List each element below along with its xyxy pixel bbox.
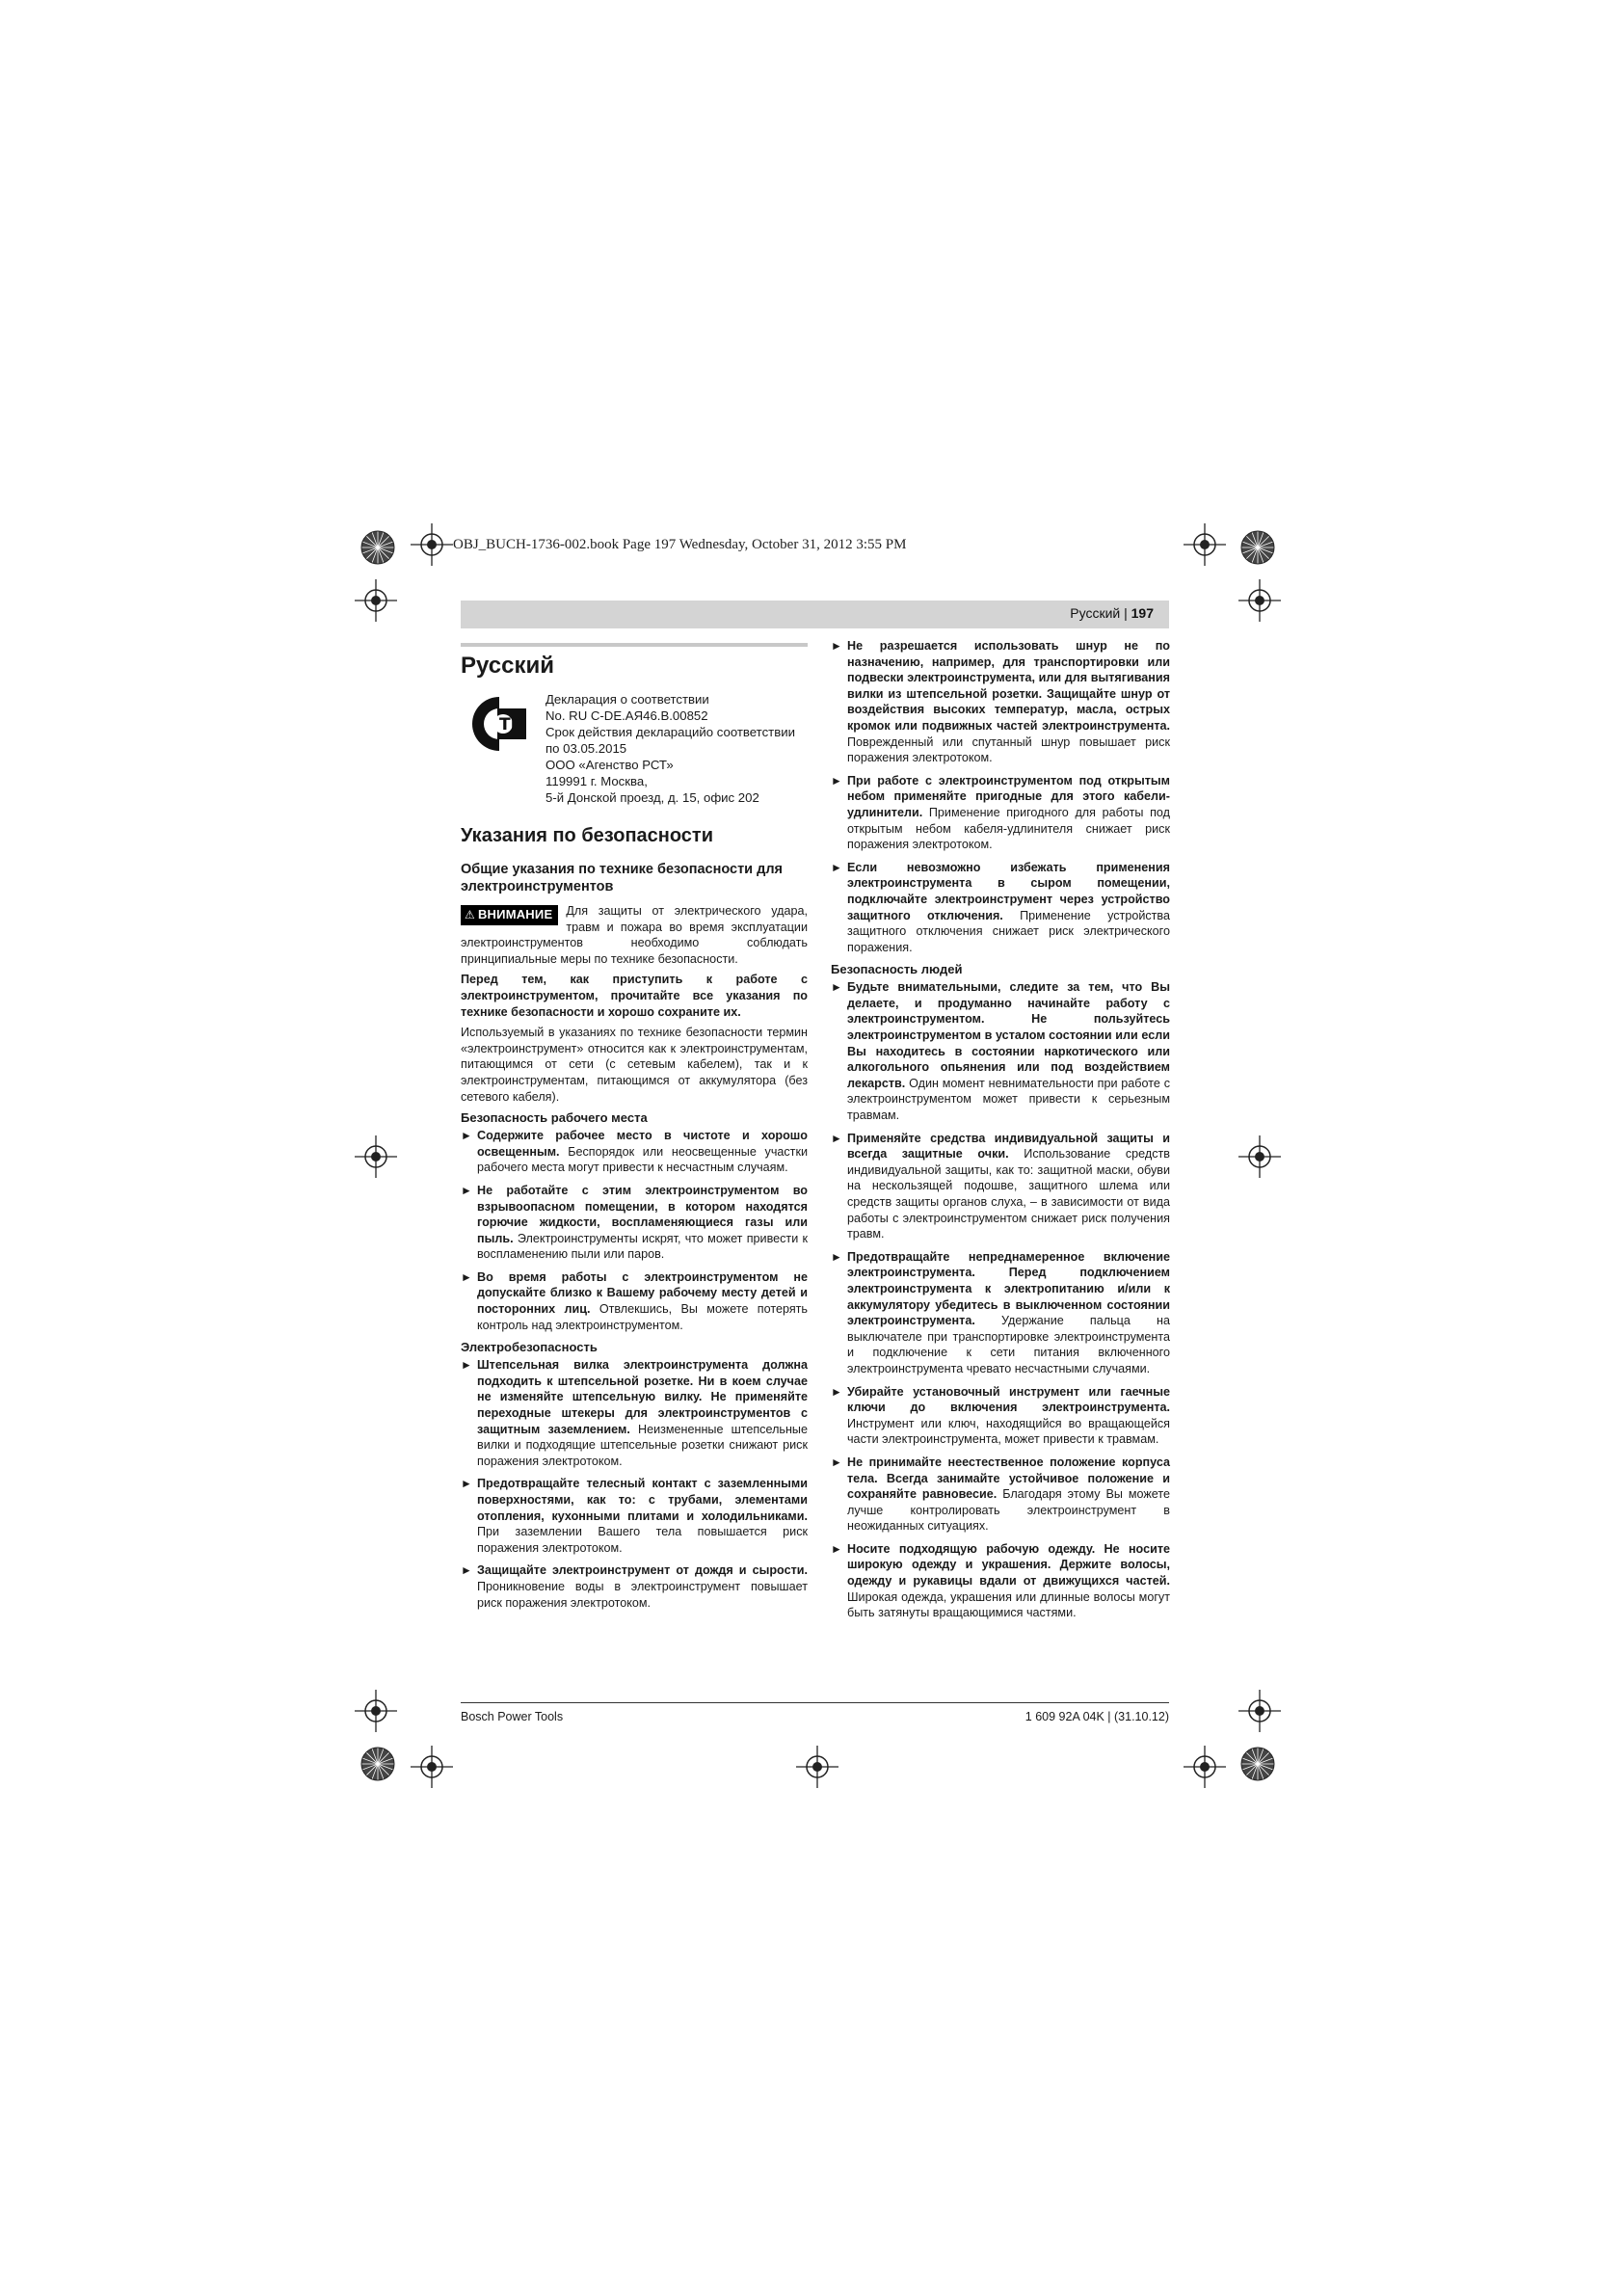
item-bold: Носите подходящую рабочую одежду. Не носите широкую одежду и украшения. Держите волосы, одежду и рукавицы вдали от движущихся частей. xyxy=(847,1541,1170,1589)
declaration-line: No. RU C-DE.АЯ46.В.00852 xyxy=(545,708,708,723)
item-bold: Убирайте установочный инструмент или гаечные ключи до включения электроинструмента. xyxy=(847,1384,1170,1415)
term-note: Используемый в указаниях по технике безопасности термин «электроинструмент» относится как к электроинструментам, питающимся от сети (с сетевым кабелем), так и к электроинструментам, питающимся от аккумулятора (без сетевого кабеля). xyxy=(461,1026,808,1104)
item-bold: Штепсельная вилка электроинструмента должна подходить к штепсельной розетке. Ни в коем случае не изменяйте штепсельную вилку. Не применяйте переходные штекеры для электроинструментов с защитным заземлением. xyxy=(477,1358,808,1436)
item-bold: Не принимайте неестественное положение корпуса тела. Всегда занимайте устойчивое положение и сохраняйте равновесие. xyxy=(847,1455,1170,1502)
item-text: Использование средств индивидуальной защиты, как то: защитной маски, обуви на нескользящей подошве, защитного шлема или средств защиты органов слуха, – в зависимости от вида работы с электроинструментом снижает риск получения травм. xyxy=(847,1147,1170,1241)
declaration-line: 5-й Донской проезд, д. 15, офис 202 xyxy=(545,790,759,805)
list-item xyxy=(831,979,1170,1123)
personal-safety-title: Безопасность людей xyxy=(831,962,963,977)
arrow-bullet-icon: ► xyxy=(831,860,842,874)
language-title: Русский xyxy=(461,643,808,680)
print-info: OBJ_BUCH-1736-002.book Page 197 Wednesday, October 31, 2012 3:55 PM xyxy=(453,537,907,552)
item-text: Инструмент или ключ, находящийся во вращающейся части электроинструмента, может привести к травмам. xyxy=(847,1416,1170,1447)
item-bold: При работе с электроинструментом под открытым небом применяйте пригодные для этого кабели-удлинители. xyxy=(847,773,1170,819)
arrow-bullet-icon: ► xyxy=(831,980,842,995)
declaration-text xyxy=(545,691,795,806)
arrow-bullet-icon: ► xyxy=(831,639,842,653)
list-item xyxy=(831,1249,1170,1377)
item-text: Отвлекшись, Вы можете потерять контроль над электроинструментом. xyxy=(477,1302,808,1332)
list-item xyxy=(461,1128,808,1176)
list-item xyxy=(831,1384,1170,1448)
list-item xyxy=(831,1541,1170,1621)
declaration-line: по 03.05.2015 xyxy=(545,741,627,756)
list-item xyxy=(831,1131,1170,1242)
item-bold: Применяйте средства индивидуальной защиты и всегда защитные очки. xyxy=(847,1131,1170,1161)
list-item xyxy=(461,1357,808,1469)
arrow-bullet-icon: ► xyxy=(461,1477,472,1491)
eac-tr-logo-icon xyxy=(461,691,538,757)
item-text: Один момент невнимательности при работе с электроинструментом может привести к серьезным травмам. xyxy=(847,1076,1170,1123)
item-bold: Предотвращайте телесный контакт с заземленными поверхностями, как то: с трубами, элементами отопления, кухонными плитами и холодильниками. xyxy=(477,1477,808,1523)
footer-rule xyxy=(461,1702,1169,1703)
list-item xyxy=(461,1562,808,1611)
list-item xyxy=(831,773,1170,853)
item-text: Неизмененные штепсельные вилки и подходящие штепсельные розетки снижают риск поражения электротоком. xyxy=(477,1422,808,1468)
safety-title: Указания по безопасности xyxy=(461,825,714,846)
item-text: Удержание пальца на выключателе при транспортировке электроинструмента и подключение к сети питания включенного электроинструмента чревато несчастными случаями. xyxy=(847,1314,1170,1375)
arrow-bullet-icon: ► xyxy=(831,1384,842,1399)
item-text: Поврежденный или спутанный шнур повышает риск поражения электротоком. xyxy=(847,734,1170,765)
list-item xyxy=(831,860,1170,956)
warning-label: ВНИМАНИЕ xyxy=(477,907,553,921)
item-bold: Содержите рабочее место в чистоте и хорошо освещенным. xyxy=(477,1129,808,1159)
arrow-bullet-icon: ► xyxy=(461,1183,472,1197)
item-text: Применение пригодного для работы под открытым небом кабеля-удлинителя снижает риск поражения электротоком. xyxy=(847,805,1170,852)
warning-triangle-icon: ⚠ xyxy=(465,908,475,921)
svg-text:ТР: ТР xyxy=(499,715,523,734)
item-text: Электроинструменты искрят, что может привести к воспламенению пыли или паров. xyxy=(477,1231,808,1262)
arrow-bullet-icon: ► xyxy=(461,1129,472,1143)
footer-code: 1 609 92A 04K | (31.10.12) xyxy=(1024,1710,1169,1723)
item-text: Применение устройства защитного отключения снижает риск электрического поражения. xyxy=(847,908,1170,954)
page-header xyxy=(461,601,1169,628)
arrow-bullet-icon: ► xyxy=(461,1358,472,1373)
header-text xyxy=(1070,605,1154,621)
item-bold: Предотвращайте непреднамеренное включение электроинструмента. Перед подключением электроинструмента к электропитанию и/или к аккумулятору убедитесь в выключенном состоянии электроинструмента. xyxy=(847,1249,1170,1328)
personal-safety-list xyxy=(831,979,1170,1621)
arrow-bullet-icon: ► xyxy=(461,1269,472,1284)
item-bold: Во время работы с электроинструментом не допускайте близко к Вашему рабочему месту детей и посторонних лиц. xyxy=(477,1269,808,1317)
read-all-instructions xyxy=(461,972,808,1020)
list-item xyxy=(461,1476,808,1556)
workplace-list xyxy=(461,1128,808,1333)
declaration-line: Срок действия декларацийо соответствии xyxy=(545,725,795,739)
list-item xyxy=(461,1269,808,1333)
item-text: Благодаря этому Вы можете лучше контролировать электроинструмент в неожиданных ситуациях. xyxy=(847,1487,1170,1534)
item-text: При заземлении Вашего тела повышается риск поражения электротоком. xyxy=(477,1525,808,1555)
item-bold: Если невозможно избежать применения электроинструмента в сыром помещении, подключайте электроинструмент через устройство защитного отключения. xyxy=(847,860,1170,922)
declaration-line: ООО «Агенство РСТ» xyxy=(545,758,674,772)
item-text: Широкая одежда, украшения или длинные волосы могут быть затянуты вращающимися частями. xyxy=(847,1589,1170,1620)
left-column xyxy=(461,643,808,1617)
electrical-list xyxy=(461,1357,808,1611)
list-item xyxy=(461,1183,808,1263)
declaration-line: 119991 г. Москва, xyxy=(545,774,648,788)
item-bold: Не разрешается использовать шнур не по назначению, например, для транспортировки или подвески электроинструмента, или для вытягивания вилки из штепсельной розетки. Защищайте шнур от воздействия высоких температур, масла, острых кромок или подвижных частей электроинструмента. xyxy=(847,639,1170,733)
read-all-text: Перед тем, как приступить к работе с электроинструментом, прочитайте все указания по технике безопасности и хорошо сохраните их. xyxy=(461,973,808,1019)
electrical-list-continued xyxy=(831,638,1170,955)
arrow-bullet-icon: ► xyxy=(831,1541,842,1556)
warning-badge xyxy=(461,905,558,925)
item-text: Проникновение воды в электроинструмент повышает риск поражения электротоком. xyxy=(477,1579,808,1610)
list-item xyxy=(831,1455,1170,1535)
header-separator: | xyxy=(1120,605,1131,621)
footer-brand: Bosch Power Tools xyxy=(461,1710,564,1723)
general-safety-title: Общие указания по технике безопасности для электроинструментов xyxy=(461,862,784,894)
declaration-block xyxy=(461,691,808,806)
declaration-line: Декларация о соответствии xyxy=(545,692,709,707)
header-section: Русский xyxy=(1070,605,1121,621)
item-bold: Не работайте с этим электроинструментом во взрывоопасном помещении, в котором находятся горючие жидкости, воспламеняющиеся газы или пыль. xyxy=(477,1183,808,1245)
arrow-bullet-icon: ► xyxy=(831,773,842,788)
arrow-bullet-icon: ► xyxy=(461,1563,472,1578)
item-bold: Будьте внимательными, следите за тем, что Вы делаете, и продуманно начинайте работу с электроинструментом. Не пользуйтесь электроинструментом в усталом состоянии или если Вы находитесь в состоянии наркотического или алкогольного опьянения или под воздействием лекарств. xyxy=(847,980,1170,1090)
item-bold: Защищайте электроинструмент от дождя и сырости. xyxy=(477,1563,808,1578)
list-item xyxy=(831,638,1170,766)
arrow-bullet-icon: ► xyxy=(831,1131,842,1145)
workplace-title: Безопасность рабочего места xyxy=(461,1110,648,1126)
right-column xyxy=(831,638,1170,1628)
arrow-bullet-icon: ► xyxy=(831,1249,842,1264)
page-number: 197 xyxy=(1131,605,1154,621)
warning-paragraph xyxy=(461,903,808,967)
warning-text: Для защиты от электрического удара, травм и пожара во время эксплуатации электроинструментов необходимо соблюдать принципиальные меры по технике безопасности. xyxy=(461,904,808,966)
item-text: Беспорядок или неосвещенные участки рабочего места могут привести к несчастным случаям. xyxy=(477,1144,808,1175)
electrical-title: Электробезопасность xyxy=(461,1340,598,1355)
arrow-bullet-icon: ► xyxy=(831,1455,842,1469)
